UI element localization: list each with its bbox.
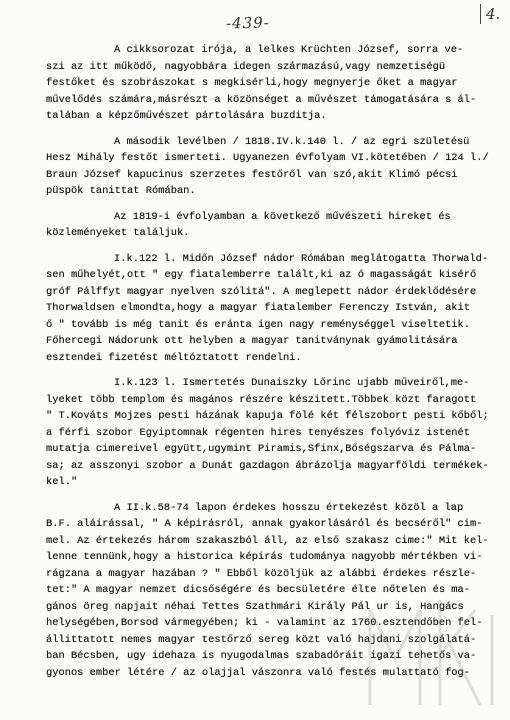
text-line: Hesz Mihály festőt ismerteti. Ugyanezen évfolyam VI.kötetében / 124 l./ <box>46 152 489 164</box>
text-line: I.k.122 l. Midőn József nádor Rómában meglátogatta Thorwald- <box>114 252 489 265</box>
text-line: A cikksorozat irója, a lelkes Krüchten József, sorra ve- <box>114 44 464 56</box>
text-line: közleményeket találjuk. <box>46 227 190 239</box>
text-line: a férfi szobor Egyiptomnak régenten hires tenyészes folyóviz istenét <box>46 426 471 439</box>
text-line: helységében,Borsod vármegyében; ki - valamint az 1760.esztendőben fel- <box>46 617 483 629</box>
text-line: Thorwaldsen elmondta,hogy a magyar fiatalember Ferenczy István, akit <box>46 302 471 314</box>
text-line: " T.Kováts Mojzes pesti házának kapuja fölé két félszobort pesti kőből; <box>46 410 489 422</box>
text-line: szi az itt működő, nagyobbára idegen származású,vagy nemzetiségü <box>46 60 446 73</box>
text-line: rágzana a magyar hazában ? " Ebből közöljük az alábbi érdekes részle- <box>46 567 477 580</box>
paragraph <box>46 251 506 367</box>
text-line: A II.k.58-74 lapon érdekes hosszu értekezést közöl a lap <box>114 501 464 514</box>
paragraph <box>46 134 506 200</box>
text-line: művelődés számára,másrészt a közönséget a művészet támogatására s ál- <box>46 93 477 106</box>
text-line: Az 1819-i évfolyamban a következő művészeti hireket és <box>114 210 451 223</box>
paragraph <box>46 209 506 242</box>
text-line: lyeket több templom és magános részére készitett.Többek közt faragott <box>46 393 477 406</box>
text-line: állittatott nemes magyar testőrző sereg közt való hajdani szolgálatá- <box>46 633 477 646</box>
text-line: gróf Pálffyt magyar nyelven szólitá". A meglepett nádor érdeklődésére <box>46 285 477 298</box>
text-line: Főhercegi Nádorunk ott helyben a magyar tanitványnak gyámolitására <box>46 335 458 347</box>
text-line: püspök tanittat Rómában. <box>46 185 196 197</box>
paragraph <box>46 375 506 491</box>
text-line: I.k.123 l. Ismertetés Dunaiszky Lőrinc ujabb műveiről,me- <box>114 377 470 389</box>
text-line: sen műhelyét,ott " egy fiatalemberre talált,ki az ó magasságát kisérő <box>46 269 477 281</box>
text-line: A második levélben / 1818.IV.k.140 l. / az egri születésü <box>114 135 470 148</box>
paragraph <box>46 42 506 125</box>
sheet-number: 4. <box>480 4 500 24</box>
text-line: tet:" A magyar nemzet dicsőségére és becsületére élte nőtelen és ma- <box>46 584 471 596</box>
text-line: esztendei fizetést méltóztatott rendelni. <box>46 351 302 364</box>
text-line: kel." <box>46 476 78 488</box>
text-line: gános öreg napjait néhai Tettes Szathmári Király Pál ur is, Hangács <box>46 600 464 613</box>
text-line: gyonos ember létére / az olajjal vászonra való festés mulattató fog- <box>46 666 471 679</box>
text-line: festőket és szobrászokat s megkisérli,hogy megnyerje őket a magyar <box>46 77 458 89</box>
text-line: ő " tovább is még tanit és eránta igen nagy reménységgel viseltetik. <box>46 318 471 331</box>
text-line: lenne tennünk,hogy a historica képirás tudománya nagyobb mértékben vi- <box>46 551 483 563</box>
text-line: Braun József kapucinus szerzetes festőről van szó,akit Klimó pécsi <box>46 168 458 181</box>
text-line: ban Bécsben, ugy idehaza is nyugodalmas szabadóráit igazi tehetős va- <box>46 650 477 662</box>
text-line: mutatja cimereivel együtt,ugymint Piramis,Sfinx,Bőségszarva és Pálma- <box>46 443 477 455</box>
watermark-logo <box>360 590 500 710</box>
page-number: -439- <box>225 13 270 33</box>
text-line: sa; az asszonyi szobor a Dunát gazdagon ábrázolja magyarföldi termékek- <box>46 459 489 472</box>
text-line: mel. Az értekezés három szakaszból áll, az első szakasz cime:" Mit kel- <box>46 534 489 547</box>
text-line: talában a képzőművészet pártolására buzditja. <box>46 110 327 122</box>
text-line: B.F. aláirással, " A képirásról, annak gyakorlásáról és becséről" cim- <box>46 518 483 530</box>
